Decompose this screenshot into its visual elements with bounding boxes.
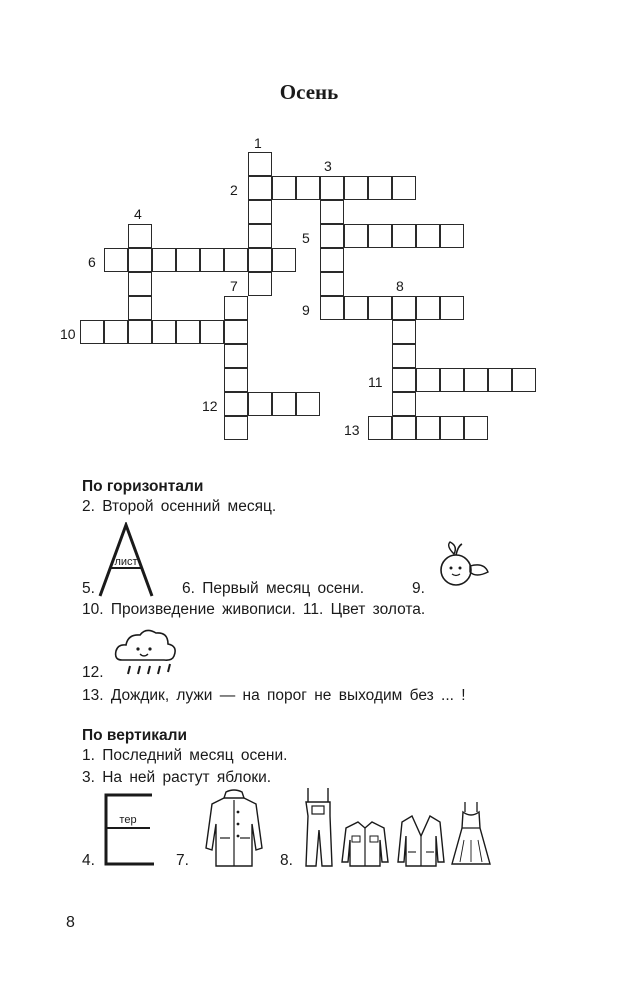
crossword-cell[interactable] (272, 176, 296, 200)
letter-a-rebus-icon (96, 522, 162, 598)
grid-number-10: 10 (60, 326, 76, 342)
crossword-cell[interactable] (224, 416, 248, 440)
crossword-cell[interactable] (128, 248, 152, 272)
crossword-cell[interactable] (416, 368, 440, 392)
grid-number-9: 9 (302, 302, 310, 318)
crossword-cell[interactable] (152, 320, 176, 344)
crossword-cell[interactable] (248, 176, 272, 200)
grid-number-8: 8 (396, 278, 404, 294)
grid-number-13: 13 (344, 422, 360, 438)
crossword-cell[interactable] (248, 392, 272, 416)
crossword-cell[interactable] (416, 224, 440, 248)
clue-5-word: лист (114, 556, 138, 568)
crossword-cell[interactable] (320, 272, 344, 296)
crossword-cell[interactable] (296, 176, 320, 200)
clue-13: 13. Дождик, лужи — на порог не выходим без ... ! (82, 687, 466, 704)
crossword-cell[interactable] (416, 416, 440, 440)
grid-number-7: 7 (230, 278, 238, 294)
crossword-cell[interactable] (392, 368, 416, 392)
crossword-cell[interactable] (440, 224, 464, 248)
crossword-cell[interactable] (392, 392, 416, 416)
clue-5-number: 5. (82, 580, 95, 597)
grid-number-2: 2 (230, 182, 238, 198)
crossword-cell[interactable] (392, 224, 416, 248)
crossword-cell[interactable] (272, 392, 296, 416)
crossword-cell[interactable] (224, 368, 248, 392)
grid-number-12: 12 (202, 398, 218, 414)
grid-number-3: 3 (324, 158, 332, 174)
crossword-cell[interactable] (368, 176, 392, 200)
crossword-cell[interactable] (248, 248, 272, 272)
crossword-cell[interactable] (344, 224, 368, 248)
crossword-cell[interactable] (128, 296, 152, 320)
crossword-cell[interactable] (152, 248, 176, 272)
crossword-cell[interactable] (224, 248, 248, 272)
clue-7-number: 7. (176, 852, 189, 869)
page-number: 8 (66, 914, 75, 931)
jacket-icon (396, 812, 446, 868)
crossword-cell[interactable] (176, 320, 200, 344)
overalls-icon (300, 786, 338, 870)
crossword-cell[interactable] (320, 176, 344, 200)
grid-number-11: 11 (368, 374, 383, 390)
crossword-cell[interactable] (512, 368, 536, 392)
crossword-cell[interactable] (488, 368, 512, 392)
coat-icon (198, 788, 270, 870)
apple-icon (432, 540, 492, 590)
dress-icon (450, 800, 492, 868)
grid-number-6: 6 (88, 254, 96, 270)
crossword-cell[interactable] (296, 392, 320, 416)
crossword-cell[interactable] (248, 200, 272, 224)
crossword-cell[interactable] (320, 248, 344, 272)
crossword-cell[interactable] (440, 368, 464, 392)
crossword-cell[interactable] (368, 416, 392, 440)
across-heading: По горизонтали (82, 478, 204, 495)
crossword-cell[interactable] (128, 320, 152, 344)
crossword-cell[interactable] (320, 296, 344, 320)
crossword-cell[interactable] (128, 272, 152, 296)
clue-12-number: 12. (82, 664, 104, 681)
crossword-cell[interactable] (344, 296, 368, 320)
clue-4-number: 4. (82, 852, 95, 869)
grid-number-5: 5 (302, 230, 310, 246)
shirt-icon (340, 818, 390, 868)
crossword-cell[interactable] (80, 320, 104, 344)
clue-6: 6. Первый месяц осени. (182, 580, 365, 597)
clue-2: 2. Второй осенний месяц. (82, 498, 277, 515)
crossword-grid (0, 0, 618, 450)
grid-number-1: 1 (254, 135, 262, 151)
crossword-cell[interactable] (320, 224, 344, 248)
crossword-cell[interactable] (224, 344, 248, 368)
crossword-cell[interactable] (440, 296, 464, 320)
crossword-cell[interactable] (248, 272, 272, 296)
crossword-cell[interactable] (272, 248, 296, 272)
clue-3: 3. На ней растут яблоки. (82, 769, 272, 786)
clue-10-11: 10. Произведение живописи. 11. Цвет золота. (82, 601, 426, 618)
crossword-cell[interactable] (224, 320, 248, 344)
crossword-cell[interactable] (440, 416, 464, 440)
crossword-cell[interactable] (344, 176, 368, 200)
crossword-cell[interactable] (200, 320, 224, 344)
crossword-cell[interactable] (368, 224, 392, 248)
crossword-cell[interactable] (392, 344, 416, 368)
rain-cloud-icon (112, 626, 180, 680)
down-heading: По вертикали (82, 727, 187, 744)
crossword-cell[interactable] (200, 248, 224, 272)
grid-number-4: 4 (134, 206, 142, 222)
crossword-cell[interactable] (392, 416, 416, 440)
crossword-cell[interactable] (464, 368, 488, 392)
crossword-cell[interactable] (392, 296, 416, 320)
crossword-cell[interactable] (392, 176, 416, 200)
crossword-cell[interactable] (224, 392, 248, 416)
clue-9-number: 9. (412, 580, 425, 597)
crossword-cell[interactable] (464, 416, 488, 440)
clue-4-word: тер (119, 814, 137, 826)
crossword-cell[interactable] (104, 320, 128, 344)
crossword-cell[interactable] (320, 200, 344, 224)
crossword-cell[interactable] (392, 320, 416, 344)
crossword-cell[interactable] (128, 224, 152, 248)
crossword-cell[interactable] (176, 248, 200, 272)
crossword-cell[interactable] (224, 296, 248, 320)
crossword-cell[interactable] (368, 296, 392, 320)
crossword-cell[interactable] (248, 224, 272, 248)
page-title: Осень (279, 80, 339, 104)
crossword-cell[interactable] (416, 296, 440, 320)
crossword-cell[interactable] (248, 152, 272, 176)
letter-e-rebus-icon (100, 792, 160, 868)
crossword-cell[interactable] (104, 248, 128, 272)
clue-1: 1. Последний месяц осени. (82, 747, 288, 764)
clue-8-number: 8. (280, 852, 293, 869)
